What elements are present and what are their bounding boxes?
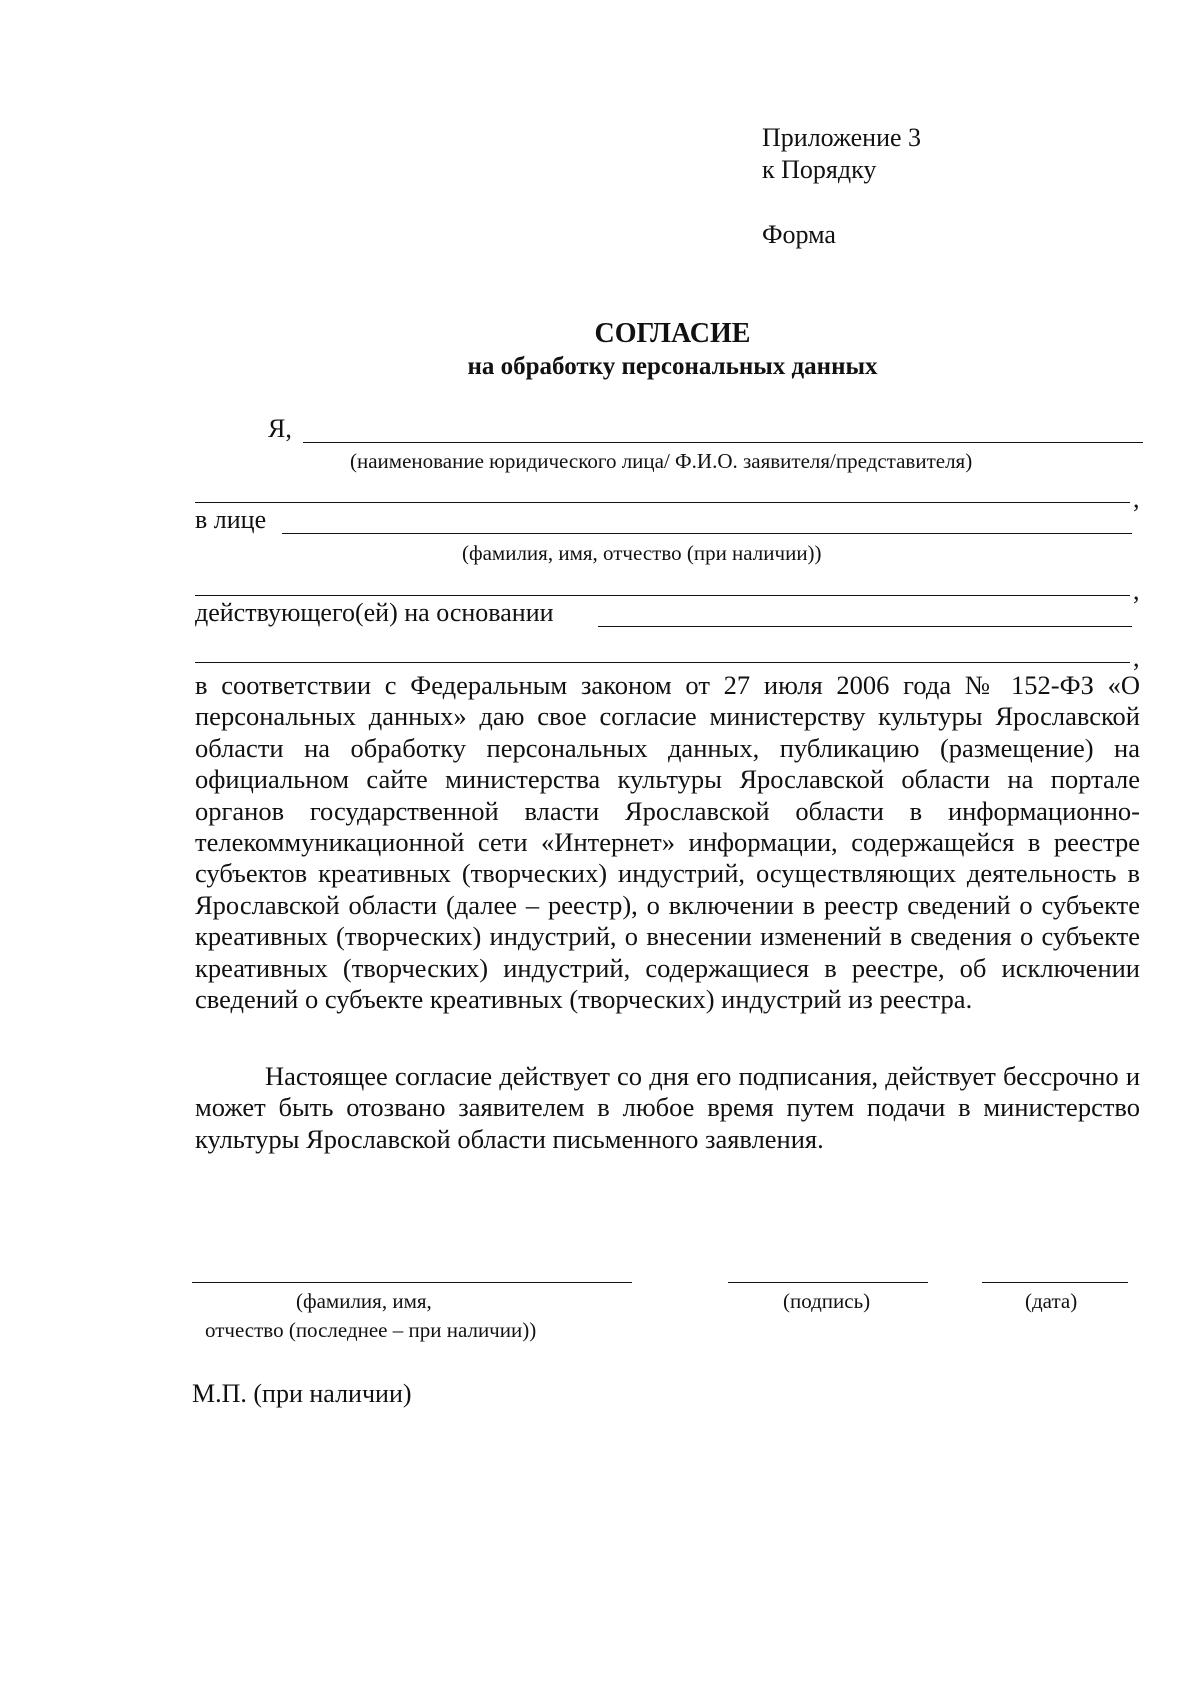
form-label: Форма [762, 220, 836, 249]
appendix-number: Приложение 3 [762, 123, 922, 152]
comma-2: , [1133, 576, 1140, 605]
basis-label: действующего(ей) на основании [195, 598, 554, 627]
basis-field-continued[interactable] [195, 662, 1130, 663]
full-name-hint-line1: (фамилия, имя, [296, 1289, 432, 1313]
full-name-signature-line[interactable] [192, 1282, 632, 1283]
signature-hint: (подпись) [783, 1289, 871, 1313]
applicant-name-field-continued[interactable] [195, 502, 1130, 503]
representative-label: в лице [195, 505, 267, 534]
representative-name-field-continued[interactable] [195, 595, 1130, 596]
date-line[interactable] [982, 1282, 1128, 1283]
consent-paragraph: в соответствии с Федеральным законом от 27 июля 2006 года № 152-ФЗ «О персональных данных» даю свое согласие министерству культуры Ярославской области на обработку персональных данных, публикацию (размещение) на официальном сайте министерства культуры Ярославской области на портале органов государственной власти Ярославской области в информационно-телекоммуникационной сети «Интернет» информации, содержащейся в реестре субъектов креативных (творческих) индустрий, осуществляющих деятельность в Ярославской области (далее – реестр), о включении в реестр сведений о субъекте креативных (творческих) индустрий, о внесении изменений в сведения о субъекте креативных (творческих) индустрий, содержащиеся в реестре, об исключении сведений о субъекте креативных (творческих) индустрий из реестра. [195, 670, 1140, 1015]
basis-field[interactable] [598, 626, 1132, 627]
appendix-reference: к Порядку [762, 155, 877, 184]
date-hint: (дата) [1025, 1289, 1078, 1313]
applicant-label: Я, [268, 414, 292, 443]
representative-name-field[interactable] [282, 533, 1132, 534]
document-subtitle: на обработку персональных данных [467, 353, 878, 380]
validity-paragraph: Настоящее согласие действует со дня его подписания, действует бессрочно и может быть отозвано заявителем в любое время путем подачи в министерство культуры Ярославской области письменного заявления. [195, 1061, 1140, 1154]
comma-3: , [1133, 643, 1140, 672]
signature-line[interactable] [728, 1282, 928, 1283]
representative-name-hint: (фамилия, имя, отчество (при наличии)) [462, 541, 822, 565]
comma-1: , [1133, 484, 1140, 513]
stamp-placeholder: М.П. (при наличии) [192, 1379, 412, 1408]
applicant-name-field[interactable] [303, 442, 1143, 443]
full-name-hint-line2: отчество (последнее – при наличии)) [205, 1318, 537, 1342]
applicant-name-hint: (наименование юридического лица/ Ф.И.О. заявителя/представителя) [350, 449, 973, 473]
document-title: СОГЛАСИЕ [594, 318, 751, 349]
